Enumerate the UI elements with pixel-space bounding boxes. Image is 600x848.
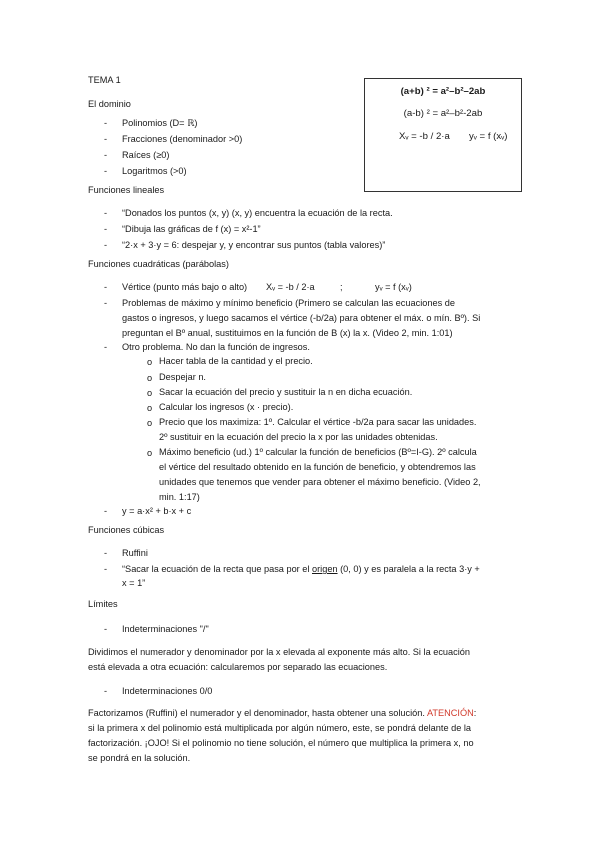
vertex-x-formula: Xᵥ = -b / 2·a <box>266 282 315 292</box>
bullet-dash: - <box>104 686 108 696</box>
list-item: Logaritmos (>0) <box>122 166 187 176</box>
bullet-circle: o <box>147 418 153 428</box>
vertex-separator: ; <box>340 282 343 292</box>
bullet-circle: o <box>147 373 153 383</box>
bullet-dash: - <box>104 166 108 176</box>
sub-list-item: el vértice del resultado obtenido en la función de beneficio, y obtendremos las <box>159 462 476 472</box>
section-heading-lineales: Funciones lineales <box>88 185 165 195</box>
bullet-dash: - <box>104 564 108 574</box>
page-title: TEMA 1 <box>88 75 121 85</box>
paragraph-line: si la primera x del polinomio está multiplicada por algún número, este, se pondrá delante de la <box>88 723 472 733</box>
bullet-dash: - <box>104 150 108 160</box>
list-item: y = a·x² + b·x + c <box>122 506 192 516</box>
section-heading-cuadraticas: Funciones cuadráticas (parábolas) <box>88 259 229 269</box>
formula-line: (a+b) ² = a²–b²–2ab <box>400 86 486 97</box>
list-item <box>122 562 480 576</box>
paragraph-line: Dividimos el numerador y denominador por la x elevada al exponente más alto. Si la ecuación <box>88 647 471 657</box>
bullet-circle: o <box>147 448 153 458</box>
formula-vertex-y: yᵥ = f (xᵥ) <box>469 131 508 142</box>
list-item: Fracciones (denominador >0) <box>122 134 243 144</box>
section-heading-cubicas: Funciones cúbicas <box>88 525 165 535</box>
text-run: “Sacar la ecuación de la recta que pasa por el <box>122 564 312 574</box>
paragraph-line: preguntan el Bº anual, sustituimos en la función de B (x) la x. (Video 2, min. 1:01) <box>122 328 453 338</box>
sub-list-item: unidades que tenemos que vender para obtener el máximo beneficio. (Video 2, <box>159 477 481 487</box>
sub-list-item: min. 1:17) <box>159 492 200 502</box>
sub-list-item: Calcular los ingresos (x · precio). <box>159 402 294 412</box>
underlined-word: origen <box>312 564 338 574</box>
bullet-dash: - <box>104 548 108 558</box>
list-item: Raíces (≥0) <box>122 150 170 160</box>
bullet-circle: o <box>147 357 153 367</box>
bullet-dash: - <box>104 224 108 234</box>
list-item: Ruffini <box>122 548 148 558</box>
sub-list-item: Sacar la ecuación del precio y sustituir la n en dicha ecuación. <box>159 387 413 397</box>
bullet-dash: - <box>104 298 108 308</box>
paragraph-line <box>88 707 476 719</box>
sub-list-item: 2º sustituir en la ecuación del precio la x por las unidades obtenidas. <box>159 432 438 442</box>
list-item-continuation: x = 1” <box>122 578 146 588</box>
vertex-label: Vértice (punto más bajo o alto) <box>122 282 248 292</box>
list-item: Indeterminaciones "/" <box>122 624 209 634</box>
paragraph-line: factorización. ¡OJO! Si el polinomio no tiene solución, el número que multiplica la primera x, no <box>88 738 474 748</box>
sub-list-item: Hacer tabla de la cantidad y el precio. <box>159 356 313 366</box>
list-item: “2·x + 3·y = 6: despejar y, y encontrar sus puntos (tabla valores)” <box>122 240 386 250</box>
bullet-dash: - <box>104 134 108 144</box>
paragraph-line: Problemas de máximo y mínimo beneficio (Primero se calculan las ecuaciones de <box>122 298 455 308</box>
bullet-dash: - <box>104 118 108 128</box>
sub-list-item: Precio que los maximiza: 1º. Calcular el vértice -b/2a para sacar las unidades. <box>159 417 477 427</box>
formula-box <box>364 78 522 192</box>
list-item: “Dibuja las gráficas de f (x) = x²-1” <box>122 224 261 234</box>
paragraph-line: gastos o ingresos, y luego sacamos el vértice (-b/2a) para obtener el máx. o mín. Bº). Si <box>122 313 481 323</box>
bullet-dash: - <box>104 624 108 634</box>
sub-list-item: Máximo beneficio (ud.) 1º calcular la función de beneficios (Bº=I-G). 2º calcula <box>159 447 477 457</box>
formula-line: (a-b) ² = a²–b²-2ab <box>403 108 483 119</box>
vertex-y-formula: yᵥ = f (xᵥ) <box>375 282 412 292</box>
bullet-dash: - <box>104 282 108 292</box>
paragraph-line: se pondrá en la solución. <box>88 753 191 763</box>
text-run: : <box>473 708 477 718</box>
bullet-circle: o <box>147 403 153 413</box>
sub-list-item: Despejar n. <box>159 372 206 382</box>
bullet-dash: - <box>104 506 108 516</box>
list-item: Indeterminaciones 0/0 <box>122 686 213 696</box>
list-item: Otro problema. No dan la función de ingresos. <box>122 342 310 352</box>
text-run: (0, 0) y es paralela a la recta 3·y + <box>337 564 480 574</box>
formula-vertex-x: Xᵥ = -b / 2·a <box>399 131 450 142</box>
bullet-dash: - <box>104 240 108 250</box>
warning-word: ATENCIÓN <box>426 708 474 718</box>
text-run: Factorizamos (Ruffini) el numerador y el denominador, hasta obtener una solución. <box>88 708 427 718</box>
bullet-circle: o <box>147 388 153 398</box>
bullet-dash: - <box>104 342 108 352</box>
paragraph-line: está elevada a otra ecuación: calcularemos por separado las ecuaciones. <box>88 662 388 672</box>
bullet-dash: - <box>104 208 108 218</box>
section-heading-dominio: El dominio <box>88 99 131 109</box>
section-heading-limites: Límites <box>88 599 118 609</box>
list-item: Polinomios (D= ℝ) <box>122 118 198 128</box>
list-item: “Donados los puntos (x, y) (x, y) encuentra la ecuación de la recta. <box>122 208 393 218</box>
